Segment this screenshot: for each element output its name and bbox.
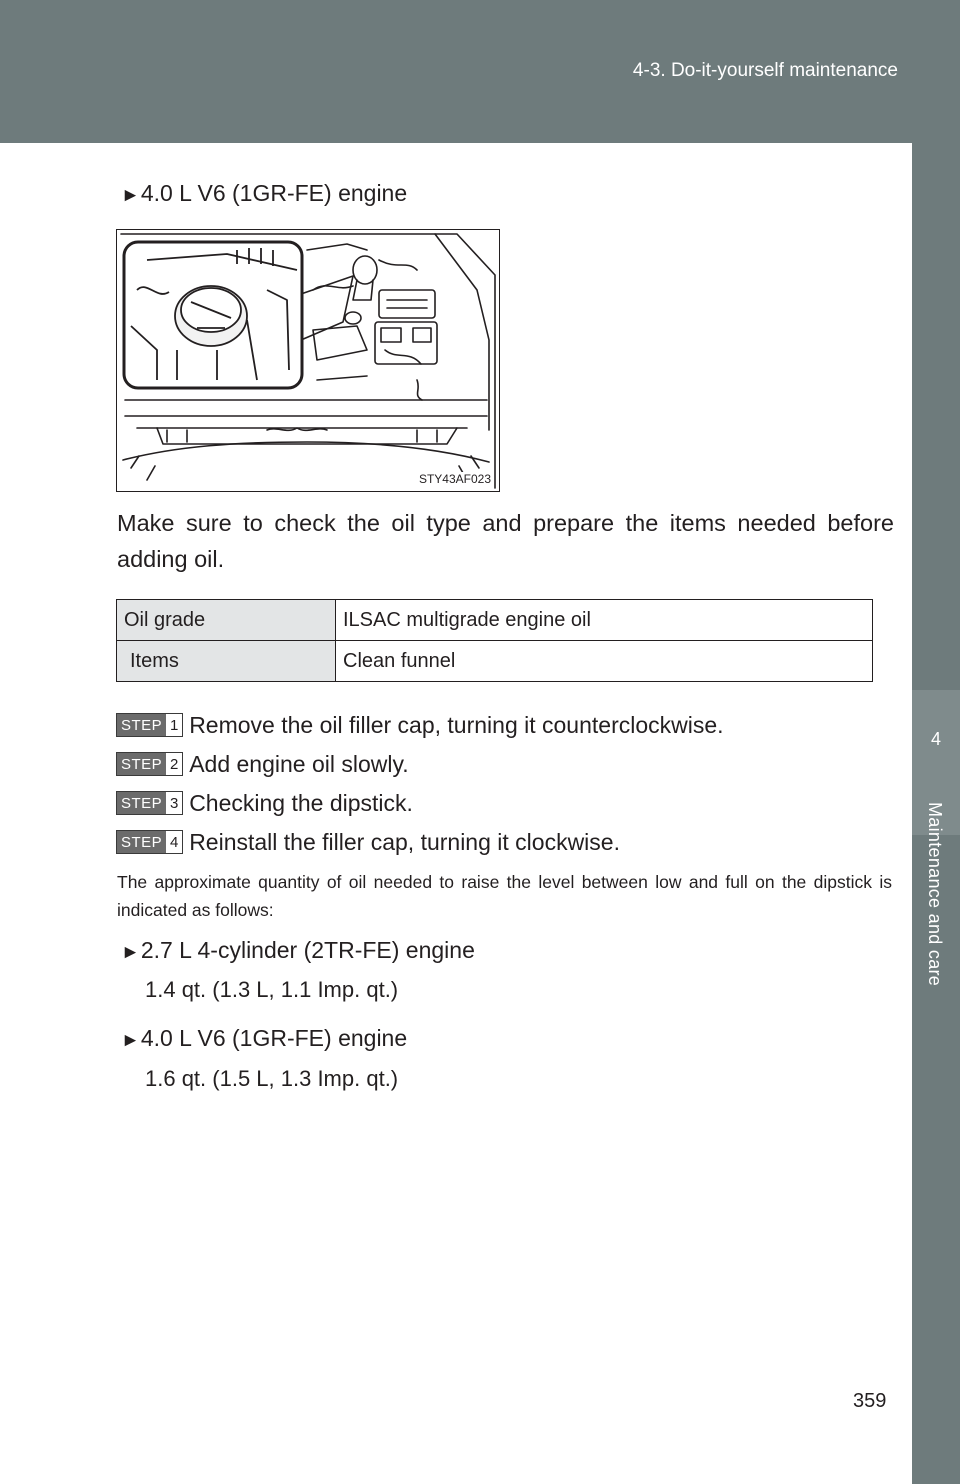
engine-name: 2.7 L 4-cylinder (2TR-FE) engine [140,937,475,963]
table-value: Clean funnel [336,641,873,682]
section-heading [121,180,407,207]
page-header [0,0,960,143]
engine-illustration [116,229,500,492]
pointer-arrow-icon: ► [121,942,140,963]
step-number: 1 [166,714,182,736]
step-word: STEP [117,753,166,775]
pointer-arrow-icon: ► [121,1030,140,1051]
table-row [117,641,873,682]
step-1 [116,712,724,738]
quantity-heading-2 [121,1025,407,1052]
page-number: 359 [853,1390,887,1412]
step-3 [116,790,413,816]
engine-compartment-drawing [117,230,499,491]
figure-id: STY43AF023 [418,472,491,486]
step-badge [116,830,183,854]
quantity-heading-1 [121,937,475,964]
intro-paragraph: Make sure to check the oil type and prepare the items needed before adding oil. [117,510,894,572]
step-text: Add engine oil slowly. [189,750,409,777]
oil-amount: 1.6 qt. (1.5 L, 1.3 Imp. qt.) [145,1066,399,1091]
step-badge [116,713,183,737]
step-number: 3 [166,792,182,814]
step-badge [116,752,183,776]
pointer-arrow-icon: ► [121,185,140,206]
step-4 [116,829,620,855]
table-label: Oil grade [117,600,336,641]
chapter-side-tab [912,143,960,1484]
step-badge [116,791,183,815]
section-heading-text: 4.0 L V6 (1GR-FE) engine [140,180,408,206]
oil-quantity-note: The approximate quantity of oil needed to raise the level between low and full on the dipstick is indicated as follows: [117,872,892,920]
chapter-number: 4 [930,729,941,749]
step-word: STEP [117,831,166,853]
step-text: Remove the oil filler cap, turning it counterclockwise. [189,711,724,738]
step-word: STEP [117,714,166,736]
oil-amount: 1.4 qt. (1.3 L, 1.1 Imp. qt.) [145,977,399,1002]
step-text: Checking the dipstick. [189,789,413,816]
step-text: Reinstall the filler cap, turning it clockwise. [189,828,620,855]
table-value: ILSAC multigrade engine oil [336,600,873,641]
section-title: 4-3. Do-it-yourself maintenance [632,60,898,81]
table-row [117,600,873,641]
chapter-name: Maintenance and care [925,802,945,987]
step-number: 2 [166,753,182,775]
table-label: Items [117,641,336,682]
step-2 [116,751,409,777]
step-word: STEP [117,792,166,814]
step-number: 4 [166,831,182,853]
oil-info-table [116,599,873,682]
engine-name: 4.0 L V6 (1GR-FE) engine [140,1025,408,1051]
